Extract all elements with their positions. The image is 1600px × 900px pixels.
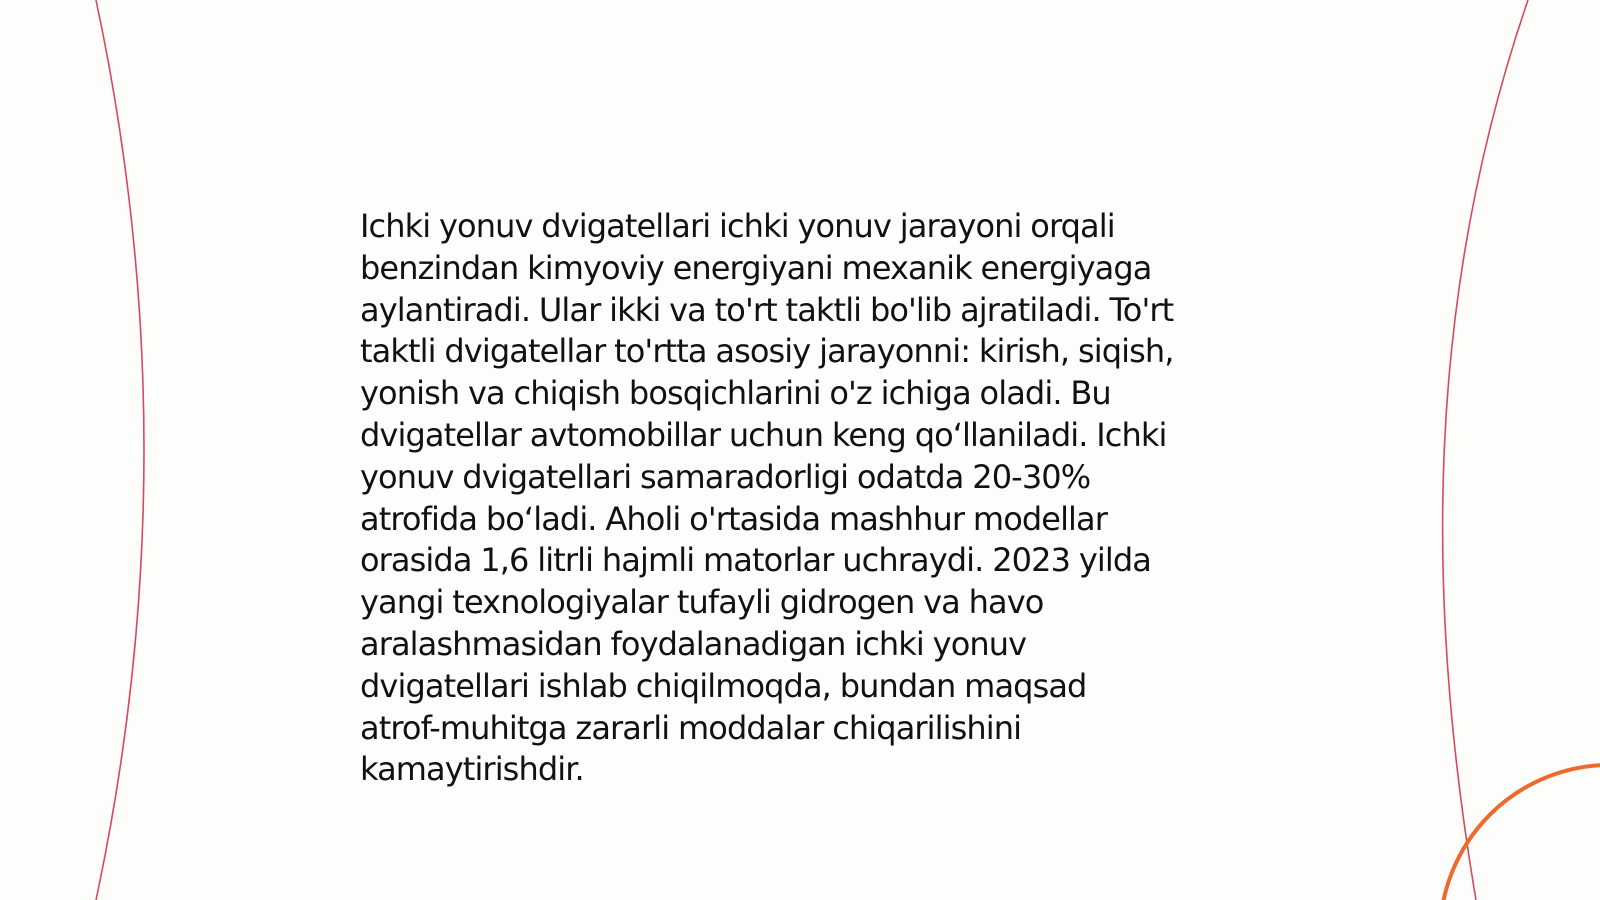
left-curve-line [96,0,144,900]
accent-circle [1440,765,1600,900]
right-curve-line [1443,0,1528,900]
body-paragraph: Ichki yonuv dvigatellari ichki yonuv jarayoni orqali benzindan kimyoviy energiyani mexanik energiyaga aylantiradi. Ular ikki va to'rt taktli bo'lib ajratiladi. To'rt taktli dvigatellar to'rtta asosiy jarayonni: kirish, siqish, yonish va chiqish bosqichlarini o'z ichiga oladi. Bu dvigatellar avtomobillar uchun keng qo‘llaniladi. Ichki yonuv dvigatellari samaradorligi odatda 20-30% atrofida bo‘ladi. Aholi o'rtasida mashhur modellar orasida 1,6 litrli hajmli matorlar uchraydi. 2023 yilda yangi texnologiyalar tufayli gidrogen va havo aralashmasidan foydalanadigan ichki yonuv dvigatellari ishlab chiqilmoqda, bundan maqsad atrof-muhitga zararli moddalar chiqarilishini kamaytirishdir. [360,207,1174,789]
